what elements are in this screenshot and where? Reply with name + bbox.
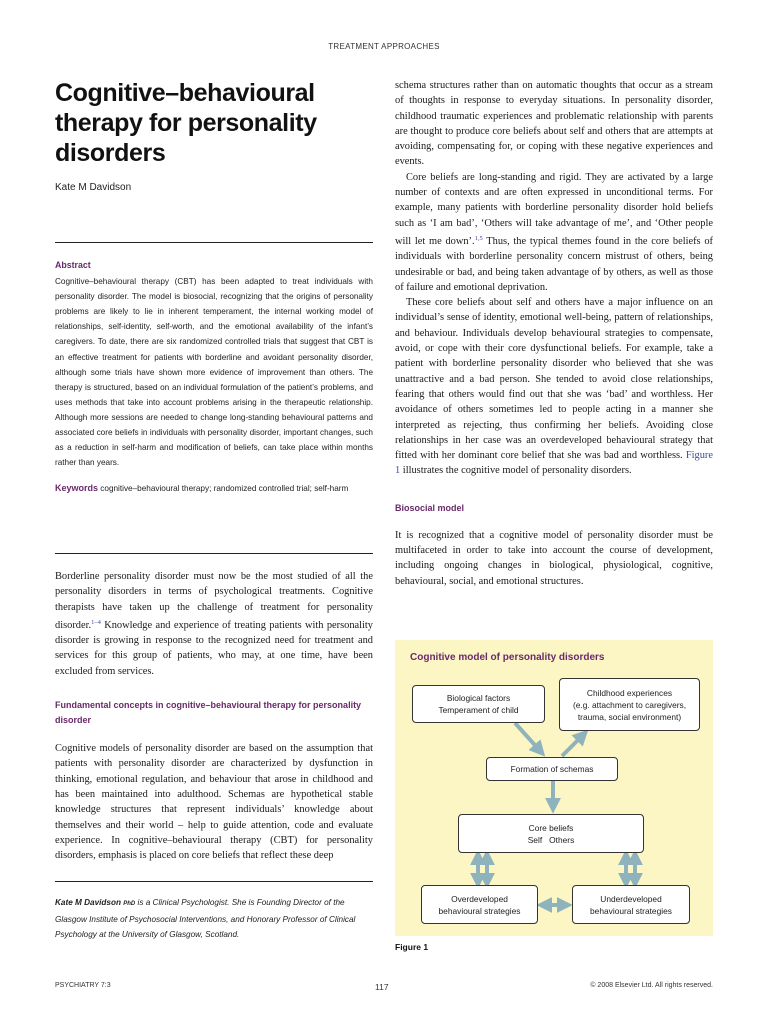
box-formation-of-schemas [486, 757, 618, 781]
box-line: Biological factors [446, 693, 511, 703]
figure-link[interactable]: Figure 1 [395, 450, 713, 477]
box-line: Core beliefs [528, 822, 574, 833]
title-line: therapy for personality [55, 109, 317, 137]
author-name: Kate M Davidson [55, 182, 132, 193]
text-run: illustrates the cognitive model of personality disorders. [400, 465, 632, 477]
arrow-schema-to-childhood [562, 733, 585, 756]
citation[interactable]: 1–4 [91, 618, 101, 626]
box-childhood-experiences [559, 678, 700, 731]
box-line: Underdeveloped [600, 893, 662, 904]
box-core-beliefs [458, 814, 644, 853]
copyright: © 2008 Elsevier Ltd. All rights reserved. [590, 982, 713, 989]
author-bio [55, 895, 373, 943]
text-run: Knowledge and experience of treating patients with personality disorder is growing in response to the recognized need for treatment and services for this group of patients, who may, at one time, have been excluded from services. [55, 619, 373, 677]
abstract [55, 258, 373, 496]
box-line: behavioural strategies [438, 905, 521, 916]
citation[interactable]: 1,5 [474, 234, 483, 242]
figure-caption: Figure 1 [395, 942, 429, 952]
left-column [55, 78, 373, 193]
abstract-heading: Abstract [55, 260, 91, 270]
article-title [55, 78, 373, 168]
paragraph [395, 170, 713, 295]
text-run: Borderline personality disorder must now be the most studied of all the personality disorders in terms of psychological treatments. Cognitive therapists have taken up the challenge of treatment for personality disorder. [55, 571, 373, 631]
figure-title: Cognitive model of personality disorders [410, 652, 605, 663]
box-line: trauma, social environment) [577, 711, 682, 722]
journal-reference: PSYCHIATRY 7:3 [55, 982, 111, 989]
right-column [395, 78, 713, 589]
text-run: These core beliefs about self and others have a major influence on an individual’s sense of identity, emotional well-being, pattern of relationships, and behaviour. Individuals develop behavioural strategies to compensate, avoid, or cope with their core dysfunctional beliefs. For example, take a patient with borderline personality disorder who believed that she was unattractive and a bad person. She tended to avoid close relationships, fearing that others would find out that she was ‘bad’ and worthless. Her avoidance of others sometimes led to people acting in a manner she interpreted as rejecting, thus confirming her beliefs. Avoiding close relationships in her case was an overdeveloped behavioural strategy that fitted with her dominant core belief that she was bad and worthless. [395, 297, 713, 462]
abstract-text: Cognitive–behavioural therapy (CBT) has been adapted to treat individuals with personality disorder. The model is biosocial, recognizing that the origins of personality problems are likely to lie in inherent temperament, the internal working model of relationships, self-identity, self-worth, and the emotional availability of the infant’s caregivers. To date, there are six randomized controlled trials that suggest that CBT is an effective treatment for patients with borderline and avoidant personality disorder, although some trials have shown more evidence of improvement than others. The therapy is structured, based on an individual formulation of the patient’s problems, and uses methods that take into account problems arising in the therapeutic relationship. Although more sessions are needed to change long-standing behavioural patterns and associated core beliefs in individuals with personality disorder, important changes, such as a reduction in self-harm and modification of beliefs, can take place within months rather than years. [55, 277, 373, 468]
bio-text: is a Clinical Psychologist. She is Founding Director of the Glasgow Institute of Psychosocial Interventions, and Honorary Professor of Clinical Psychology at the University of Glasgow, Scotland. [55, 898, 356, 940]
title-line: Cognitive–behavioural [55, 79, 315, 107]
page-number: 117 [375, 982, 389, 992]
figure-panel [395, 640, 713, 936]
section-heading-fundamental: Fundamental concepts in cognitive–behavioural therapy for personality disorder [55, 700, 362, 726]
keywords-text: cognitive–behavioural therapy; randomized controlled trial; self-harm [100, 484, 349, 494]
divider [55, 881, 373, 882]
intro-paragraph [55, 569, 373, 679]
fundamental-paragraph: Cognitive models of personality disorder are based on the assumption that patients with personality disorder are characterized by dysfunction in thinking, emotional regulation, and behaviour that arose in childhood and has been maintained into adulthood. Schemas are hypothetical stable knowledge structures that represent individuals’ knowledge about themselves and their world – help to guide attention, code and evaluate experience. In cognitive–behavioural therapy (CBT) for personality disorders, emphasis is placed on core beliefs that reflect these deep [55, 743, 373, 862]
paragraph: schema structures rather than on automatic thoughts that occur as a stream of thoughts in response to everyday situations. In personality disorder, childhood traumatic experiences and problematic relationship with parents are thought to produce core beliefs about self and others that are attempts at avoiding, compensating for, or coping with these negative experiences and events. [395, 80, 713, 168]
box-line: Overdeveloped [451, 893, 508, 904]
divider [55, 553, 373, 554]
text-run: Core beliefs are long-standing and rigid. They are activated by a large number of contexts and are often expressed in unconditional terms. For example, many patients with borderline personality disorder hold beliefs such as ‘I am bad’, ‘Others will take advantage of me’, and ‘Other people will let me down’. [395, 171, 713, 247]
box-underdeveloped-strategies [572, 885, 690, 924]
box-line: Self Others [527, 834, 575, 845]
bio-name: Kate M Davidson [55, 898, 121, 907]
intro-section [55, 569, 373, 863]
box-line: Temperament of child [438, 705, 519, 715]
running-head: TREATMENT APPROACHES [328, 42, 440, 51]
paragraph [395, 295, 713, 479]
title-line: disorders [55, 139, 166, 167]
keywords-label: Keywords [55, 483, 99, 494]
box-line: Childhood experiences [586, 687, 673, 698]
box-biological-factors [412, 685, 545, 723]
biosocial-paragraph: It is recognized that a cognitive model of personality disorder must be multifaceted in order to take into account the course of development, including ongoing changes in biological, physiological, cognitive, behavioural, social, and emotional structures. [395, 529, 713, 587]
keywords [55, 481, 373, 496]
arrow-bio-to-schema [515, 723, 542, 753]
bio-degree: PhD [123, 901, 136, 907]
box-line: Formation of schemas [510, 764, 594, 774]
box-line: (e.g. attachment to caregivers, [572, 699, 687, 710]
section-heading-biosocial: Biosocial model [395, 502, 465, 513]
text-run: Thus, the typical themes found in the core beliefs of individuals with borderline personality concern mistrust of others, being undesirable or bad, and being taken advantage of by others, as well as those of failure and emotional deprivation. [395, 235, 713, 293]
divider [55, 242, 373, 243]
box-line: behavioural strategies [590, 905, 672, 916]
box-overdeveloped-strategies [421, 885, 538, 924]
